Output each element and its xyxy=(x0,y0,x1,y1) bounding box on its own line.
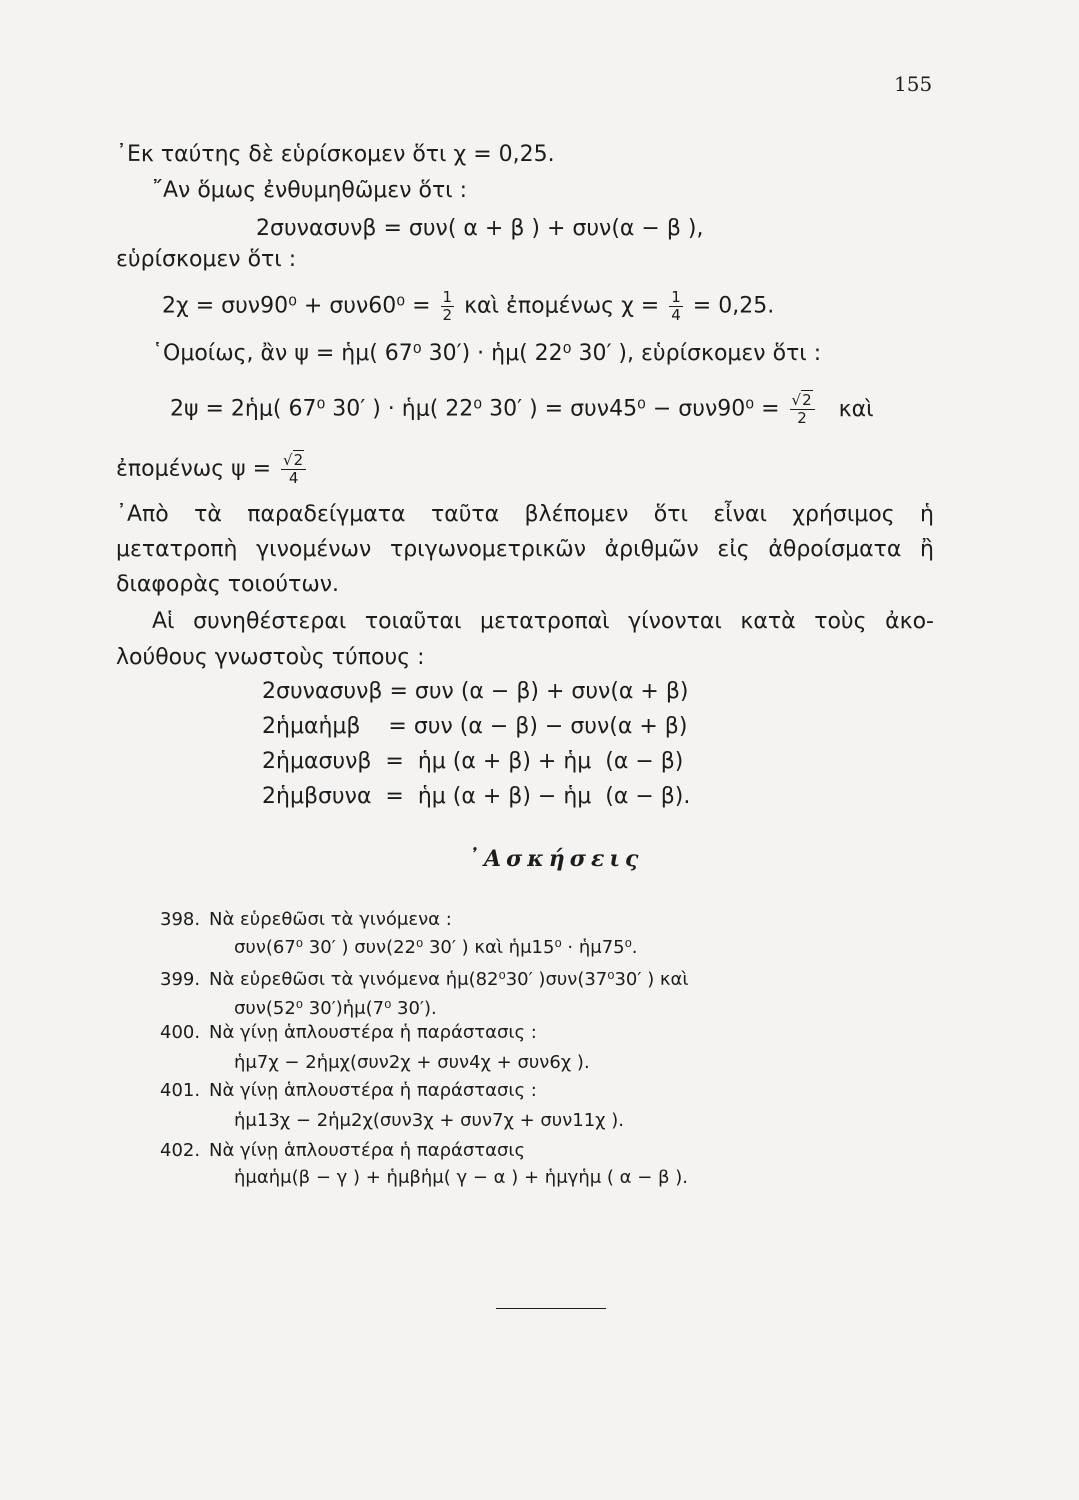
fraction-numerator: 1 xyxy=(671,288,681,306)
fraction-one-quarter xyxy=(669,289,683,324)
formula-5-part-c: = 0,25. xyxy=(692,293,775,319)
sqrt-symbol: √ xyxy=(283,451,293,469)
paragraph-line-13: λούθους γνωστοὺς τύπους : xyxy=(116,645,425,670)
paragraph-line-12: Αἱ συνηθέστεραι τοιαῦται μετατροπαὶ γίνονται κατὰ τοὺς ἀκο- xyxy=(152,609,934,634)
exercise-400-number: 400. xyxy=(160,1022,201,1043)
fraction-numerator xyxy=(281,452,306,470)
fraction-one-half xyxy=(441,289,455,324)
paragraph-line-9: ᾿Απὸ τὰ παραδείγματα ταῦτα βλέπομεν ὅτι εἶναι χρήσιμος ἡ xyxy=(116,502,934,527)
exercise-400-line-1: Νὰ γίνῃ ἁπλουστέρα ἡ παράστασις : xyxy=(209,1022,537,1043)
fraction-sqrt2-over-4 xyxy=(281,452,306,487)
fraction-denominator: 4 xyxy=(671,306,681,324)
fraction-sqrt2-over-2 xyxy=(790,392,815,427)
fraction-denominator: 4 xyxy=(288,469,299,487)
formula-7-part-a: 2ψ = 2ἡμ( 67⁰ 30′ ) · ἡμ( 22⁰ 30′ ) = συν45⁰ − συν90⁰ = xyxy=(170,396,780,422)
exercise-401-number: 401. xyxy=(160,1080,201,1101)
fraction-numerator xyxy=(790,392,815,410)
exercise-399-line-1: Νὰ εὑρεθῶσι τὰ γινόμενα ἡμ(82⁰30′ )συν(37⁰30′ ) καὶ xyxy=(209,969,689,990)
section-end-rule xyxy=(496,1308,606,1309)
exercise-402-number: 402. xyxy=(160,1140,201,1161)
text-line-8 xyxy=(116,452,309,487)
exercise-401-line-2: ἡμ13χ − 2ἡμ2χ(συν3χ + συν7χ + συν11χ ). xyxy=(234,1110,625,1131)
text-line-2: ῎Αν ὅμως ἐνθυμηθῶμεν ὅτι : xyxy=(152,178,468,203)
exercise-401-line-1: Νὰ γίνῃ ἁπλουστέρα ἡ παράστασις : xyxy=(209,1080,537,1101)
text-line-6: ῾Ομοίως, ἂν ψ = ἡμ( 67⁰ 30′) · ἡμ( 22⁰ 30′ ), εὑρίσκομεν ὅτι : xyxy=(152,341,822,366)
exercise-400-line-2: ἡμ7χ − 2ἡμχ(συν2χ + συν4χ + συν6χ ). xyxy=(234,1052,590,1073)
fraction-numerator: 1 xyxy=(442,288,453,306)
paragraph-line-11: διαφορὰς τοιούτων. xyxy=(116,572,340,597)
exercise-398-line-2: συν(67⁰ 30′ ) συν(22⁰ 30′ ) καὶ ἡμ15⁰ · ἡμ75⁰. xyxy=(234,937,638,958)
exercise-399-number: 399. xyxy=(160,969,201,990)
fraction-denominator: 2 xyxy=(442,306,453,324)
formula-line-5 xyxy=(162,289,774,324)
exercise-399-line-2: συν(52⁰ 30′)ἡμ(7⁰ 30′). xyxy=(234,998,437,1019)
text-line-8-part-a: ἐπομένως ψ = xyxy=(116,456,272,482)
exercises-heading: ᾿Ασκήσεις xyxy=(468,846,644,872)
formula-5-part-a: 2χ = συν90⁰ + συν60⁰ = xyxy=(162,293,431,319)
formula-5-part-b: καὶ ἐπομένως χ = xyxy=(464,293,660,319)
exercise-402-line-1: Νὰ γίνῃ ἁπλουστέρα ἡ παράστασις xyxy=(209,1140,526,1161)
sqrt-symbol: √ xyxy=(791,391,802,409)
formula-identity-2: 2ἡμαἡμβ = συν (α − β) − συν(α + β) xyxy=(262,714,688,739)
text-line-4: εὑρίσκομεν ὅτι : xyxy=(116,247,297,272)
formula-identity-4: 2ἡμβσυνα = ἡμ (α + β) − ἡμ (α − β). xyxy=(262,784,691,809)
text-line-1: ᾿Εκ ταύτης δὲ εὑρίσκομεν ὅτι χ = 0,25. xyxy=(116,142,555,167)
sqrt-radicand: 2 xyxy=(802,391,812,409)
formula-identity-1: 2συνασυνβ = συν (α − β) + συν(α + β) xyxy=(262,679,689,704)
page-number: 155 xyxy=(894,72,933,96)
formula-line-3: 2συνασυνβ = συν( α + β ) + συν(α − β ), xyxy=(256,216,704,241)
exercise-398-line-1: Νὰ εὑρεθῶσι τὰ γινόμενα : xyxy=(209,909,452,930)
exercise-402-line-2: ἡμαἡμ(β − γ ) + ἡμβἡμ( γ − α ) + ἡμγἡμ ( α − β ). xyxy=(234,1167,688,1188)
paragraph-line-10: μετατροπὴ γινομένων τριγωνομετρικῶν ἀριθμῶν εἰς ἀθροίσματα ἢ xyxy=(116,537,934,562)
formula-line-7 xyxy=(170,392,874,427)
sqrt-radicand: 2 xyxy=(293,451,304,469)
formula-7-part-b: καὶ xyxy=(838,396,874,422)
fraction-denominator: 2 xyxy=(797,409,807,427)
formula-identity-3: 2ἡμασυνβ = ἡμ (α + β) + ἡμ (α − β) xyxy=(262,749,684,774)
exercise-398-number: 398. xyxy=(160,909,201,930)
